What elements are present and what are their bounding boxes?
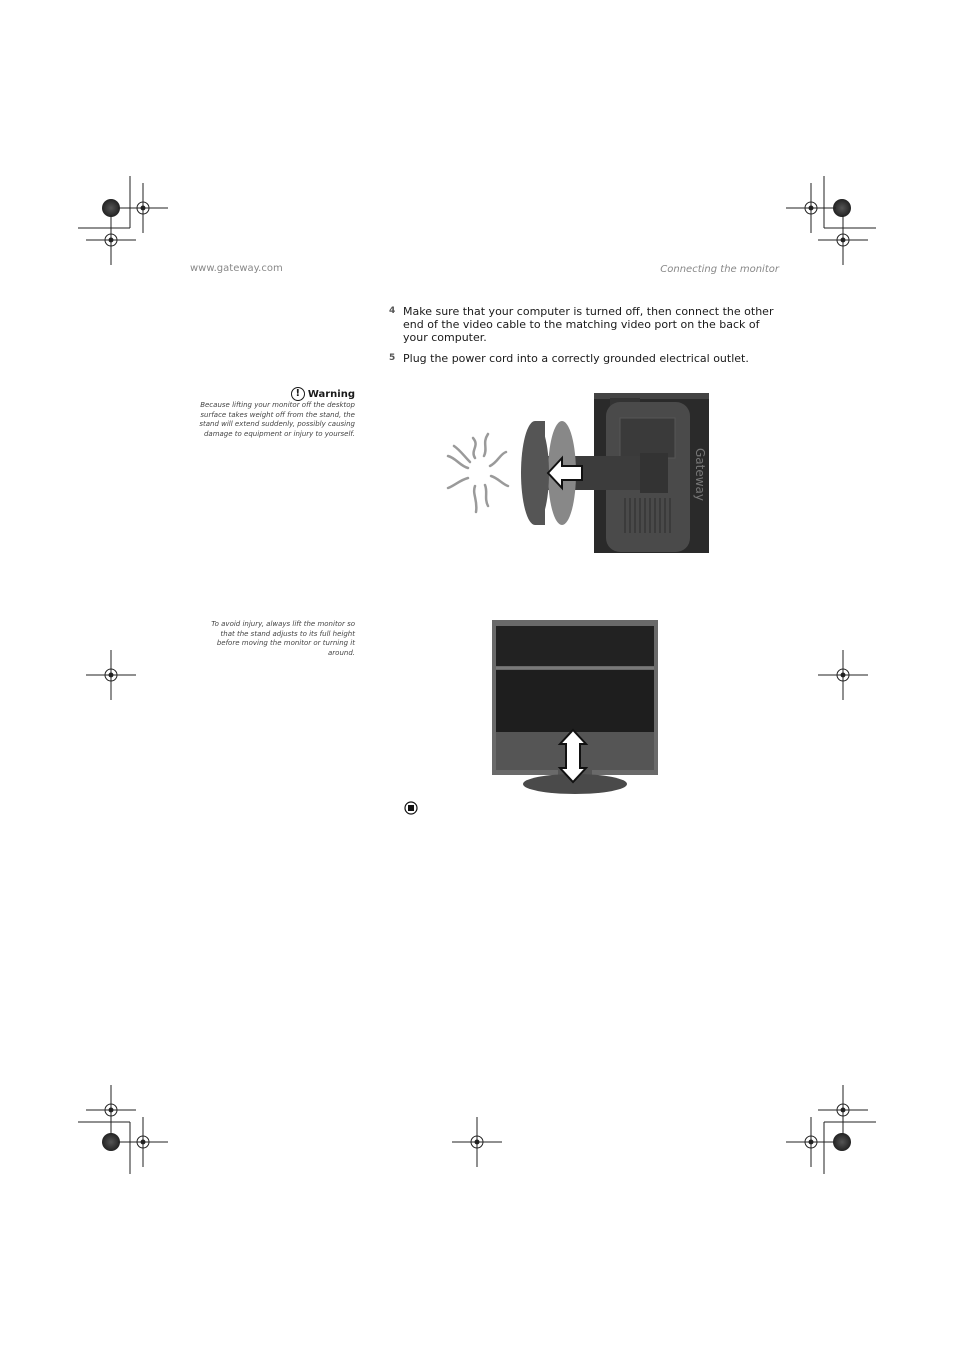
warning-heading (270, 387, 355, 401)
step-text: Plug the power cord into a correctly grounded electrical outlet. (403, 352, 749, 365)
registration-mark-right (818, 650, 868, 700)
warning-text: Because lifting your monitor off the desktop surface takes weight off from the stand, the stand will extend suddenly, possibly causing damage to equipment or injury to yourself. (199, 401, 355, 438)
gateway-logo: Gateway (693, 448, 707, 502)
crop-mark-bottom-left (78, 1085, 168, 1174)
crop-mark-top-right (786, 176, 876, 265)
end-of-section-icon (404, 801, 418, 815)
crop-mark-top-left (78, 176, 168, 265)
crop-mark-bottom-center (452, 1117, 502, 1167)
step-text: Make sure that your computer is turned off, then connect the other end of the video cable to the matching video port on the back of your computer. (403, 305, 774, 344)
header-section-title: Connecting the monitor (660, 264, 779, 275)
registration-mark-left (86, 650, 136, 700)
crop-mark-bottom-right (786, 1085, 876, 1174)
figure-monitor-front-view (492, 620, 660, 796)
exclamation-icon: ! (291, 387, 305, 401)
step-number: 5 (389, 353, 396, 363)
warning-title: Warning (307, 389, 355, 400)
motion-burst-icon (448, 434, 508, 512)
note-text: To avoid injury, always lift the monitor so that the stand adjusts to its full height before moving the monitor or turning it around. (211, 620, 355, 657)
step-5 (389, 352, 783, 365)
figure-monitor-side-view (440, 388, 710, 558)
step-number: 4 (389, 306, 396, 316)
step-4 (389, 305, 783, 344)
header-website: www.gateway.com (190, 263, 283, 274)
